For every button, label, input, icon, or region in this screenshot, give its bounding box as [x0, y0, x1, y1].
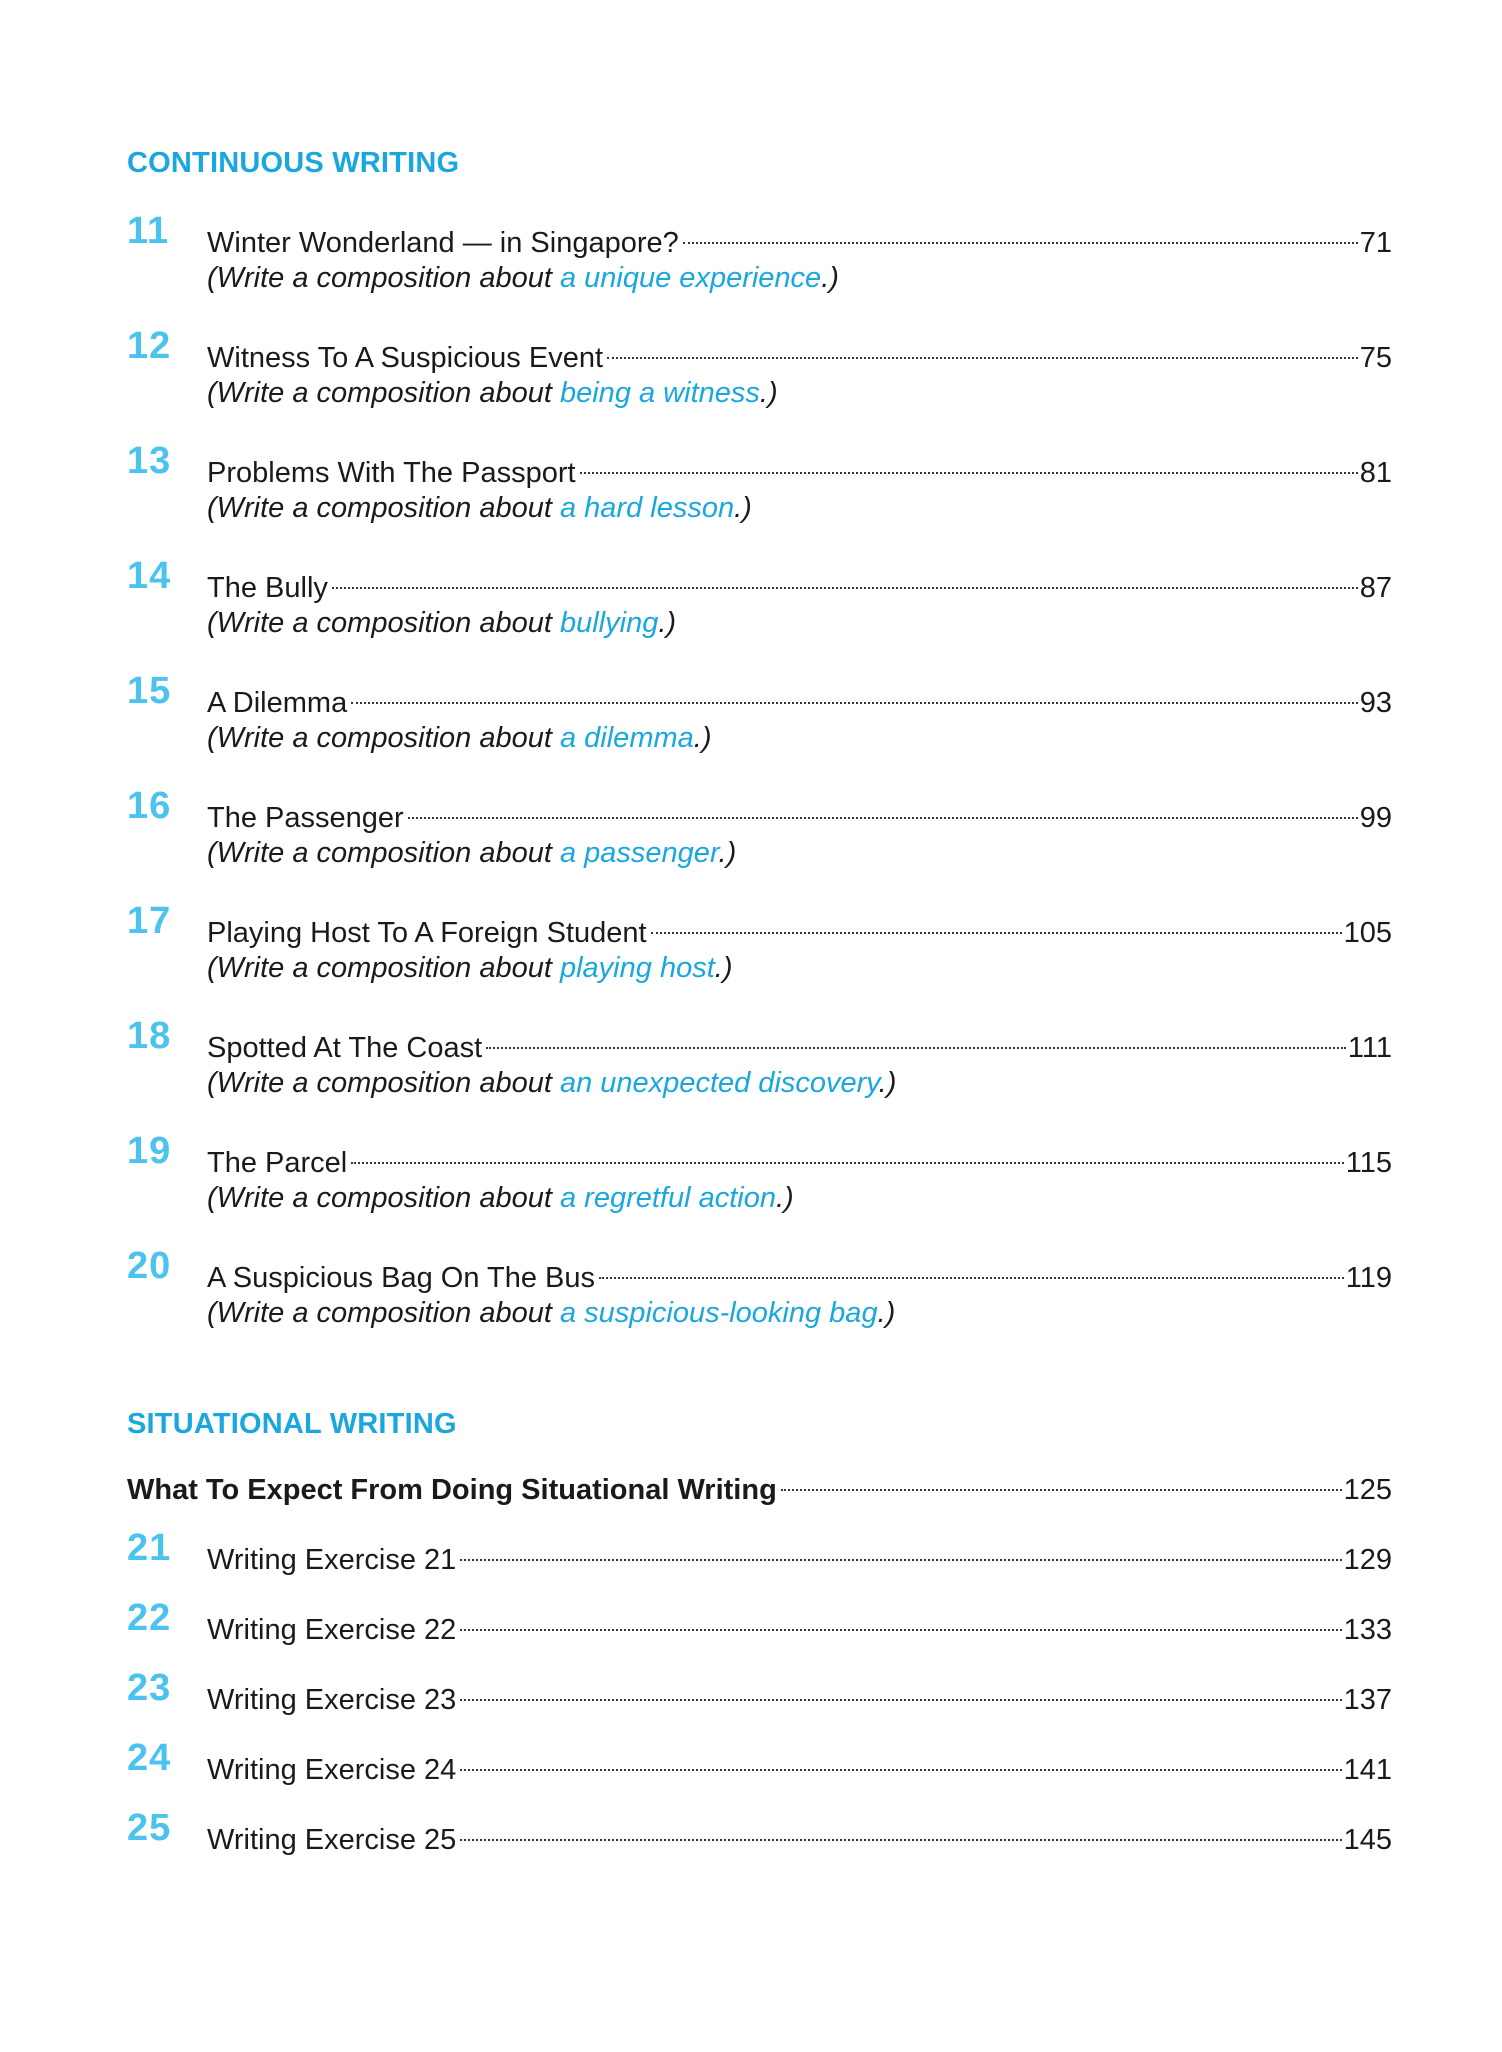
prompt-topic: a regretful action: [559, 1182, 776, 1214]
entry-number: 18: [127, 1015, 172, 1057]
entry-line: [207, 216, 1392, 259]
entry-number: 11: [127, 210, 170, 252]
prompt-suffix: .): [714, 952, 733, 984]
prompt-topic: a unique experience: [559, 262, 822, 294]
prompt-prefix: (Write a composition about: [207, 837, 560, 869]
prompt-suffix: .): [821, 262, 839, 294]
entry-page-number: 105: [1343, 917, 1392, 949]
prompt-topic: being a witness: [559, 377, 760, 409]
entry-prompt: [207, 492, 752, 525]
prompt-prefix: (Write a composition about: [207, 492, 560, 524]
entry-page-number: 129: [1343, 1544, 1392, 1576]
table-of-contents: [127, 0, 1392, 2052]
entry-number: 24: [127, 1737, 172, 1779]
dot-leader: [408, 791, 1358, 827]
entry-line: [207, 446, 1392, 489]
entry-number: 13: [127, 440, 172, 482]
entry-number: 25: [127, 1807, 172, 1849]
situational-writing-heading: SITUATIONAL WRITING: [127, 1408, 457, 1440]
entry-line: [207, 676, 1392, 719]
entry-page-number: 137: [1343, 1684, 1392, 1716]
entry-page-number: 99: [1359, 802, 1392, 834]
prompt-prefix: (Write a composition about: [207, 1182, 560, 1214]
prompt-suffix: .): [776, 1182, 794, 1214]
entry-line: [207, 1136, 1392, 1179]
dot-leader: [460, 1603, 1341, 1639]
entry-title: Problems With The Passport: [207, 457, 576, 489]
entry-prompt: [207, 952, 732, 985]
prompt-topic: a hard lesson: [559, 492, 735, 524]
entry-page-number: 125: [1343, 1474, 1392, 1506]
prompt-suffix: .): [734, 492, 752, 524]
entry-title: Winter Wonderland — in Singapore?: [207, 227, 679, 259]
entry-page-number: 119: [1345, 1262, 1392, 1294]
entry-page-number: 141: [1343, 1754, 1392, 1786]
entry-number: 16: [127, 785, 172, 827]
entry-prompt: [207, 1297, 895, 1330]
dot-leader: [460, 1673, 1341, 1709]
entry-line: [207, 1021, 1392, 1064]
entry-title: Writing Exercise 23: [207, 1684, 457, 1716]
prompt-suffix: .): [693, 722, 712, 754]
entry-title: Witness To A Suspicious Event: [207, 342, 604, 374]
entry-page-number: 111: [1347, 1032, 1392, 1064]
entry-line: [207, 331, 1392, 374]
prompt-prefix: (Write a composition about: [207, 607, 560, 639]
dot-leader: [651, 906, 1342, 942]
entry-line: [207, 1743, 1392, 1786]
prompt-prefix: (Write a composition about: [207, 952, 560, 984]
entry-line: [207, 906, 1392, 949]
entry-line: [207, 1533, 1392, 1576]
entry-line: [207, 1673, 1392, 1716]
dot-leader: [460, 1813, 1341, 1849]
entry-title: Playing Host To A Foreign Student: [207, 917, 647, 949]
dot-leader: [781, 1463, 1342, 1499]
entry-title: What To Expect From Doing Situational Writing: [127, 1474, 777, 1506]
prompt-prefix: (Write a composition about: [207, 722, 560, 754]
entry-number: 14: [127, 555, 172, 597]
entry-line: [127, 1463, 1392, 1506]
entry-page-number: 75: [1359, 342, 1392, 374]
entry-title: Writing Exercise 22: [207, 1614, 457, 1646]
entry-number: 22: [127, 1597, 172, 1639]
entry-line: [207, 1251, 1392, 1294]
prompt-suffix: .): [759, 377, 778, 409]
prompt-suffix: .): [658, 607, 677, 639]
entry-page-number: 81: [1359, 457, 1392, 489]
dot-leader: [486, 1021, 1346, 1057]
entry-line: [207, 1813, 1392, 1856]
prompt-topic: bullying: [559, 607, 659, 639]
entry-number: 12: [127, 325, 172, 367]
dot-leader: [332, 561, 1358, 597]
entry-prompt: [207, 377, 778, 410]
entry-prompt: [207, 262, 839, 295]
entry-number: 17: [127, 900, 172, 942]
entry-number: 19: [127, 1130, 172, 1172]
prompt-topic: an unexpected discovery: [559, 1067, 879, 1099]
entry-title: Writing Exercise 25: [207, 1824, 457, 1856]
entry-title: Writing Exercise 24: [207, 1754, 457, 1786]
dot-leader: [580, 446, 1358, 482]
entry-number: 15: [127, 670, 172, 712]
dot-leader: [460, 1533, 1341, 1569]
dot-leader: [683, 216, 1358, 252]
entry-title: Writing Exercise 21: [207, 1544, 457, 1576]
entry-page-number: 87: [1359, 572, 1392, 604]
entry-page-number: 133: [1343, 1614, 1392, 1646]
entry-title: The Passenger: [207, 802, 404, 834]
prompt-prefix: (Write a composition about: [207, 1297, 560, 1329]
entry-number: 21: [127, 1527, 172, 1569]
entry-number: 23: [127, 1667, 172, 1709]
prompt-prefix: (Write a composition about: [207, 262, 560, 294]
prompt-suffix: .): [878, 1067, 897, 1099]
prompt-topic: a dilemma: [559, 722, 694, 754]
entry-prompt: [207, 1067, 896, 1100]
entry-page-number: 115: [1345, 1147, 1392, 1179]
entry-page-number: 93: [1359, 687, 1392, 719]
prompt-suffix: .): [718, 837, 737, 869]
prompt-prefix: (Write a composition about: [207, 377, 560, 409]
entry-number: 20: [127, 1245, 172, 1287]
prompt-prefix: (Write a composition about: [207, 1067, 560, 1099]
dot-leader: [351, 1136, 1344, 1172]
prompt-topic: playing host: [559, 952, 715, 984]
prompt-topic: a suspicious-looking bag: [559, 1297, 878, 1329]
entry-title: A Suspicious Bag On The Bus: [207, 1262, 595, 1294]
prompt-topic: a passenger: [559, 837, 719, 869]
entry-prompt: [207, 1182, 794, 1215]
entry-line: [207, 561, 1392, 604]
entry-line: [207, 791, 1392, 834]
dot-leader: [351, 676, 1358, 712]
continuous-writing-heading: CONTINUOUS WRITING: [127, 147, 460, 179]
entry-page-number: 71: [1359, 227, 1392, 259]
entry-line: [207, 1603, 1392, 1646]
dot-leader: [607, 331, 1358, 367]
entry-title: The Bully: [207, 572, 328, 604]
entry-title: Spotted At The Coast: [207, 1032, 483, 1064]
entry-prompt: [207, 837, 736, 870]
entry-prompt: [207, 722, 711, 755]
dot-leader: [460, 1743, 1341, 1779]
entry-page-number: 145: [1343, 1824, 1392, 1856]
prompt-suffix: .): [877, 1297, 896, 1329]
dot-leader: [599, 1251, 1344, 1287]
entry-title: The Parcel: [207, 1147, 348, 1179]
entry-prompt: [207, 607, 676, 640]
entry-title: A Dilemma: [207, 687, 348, 719]
